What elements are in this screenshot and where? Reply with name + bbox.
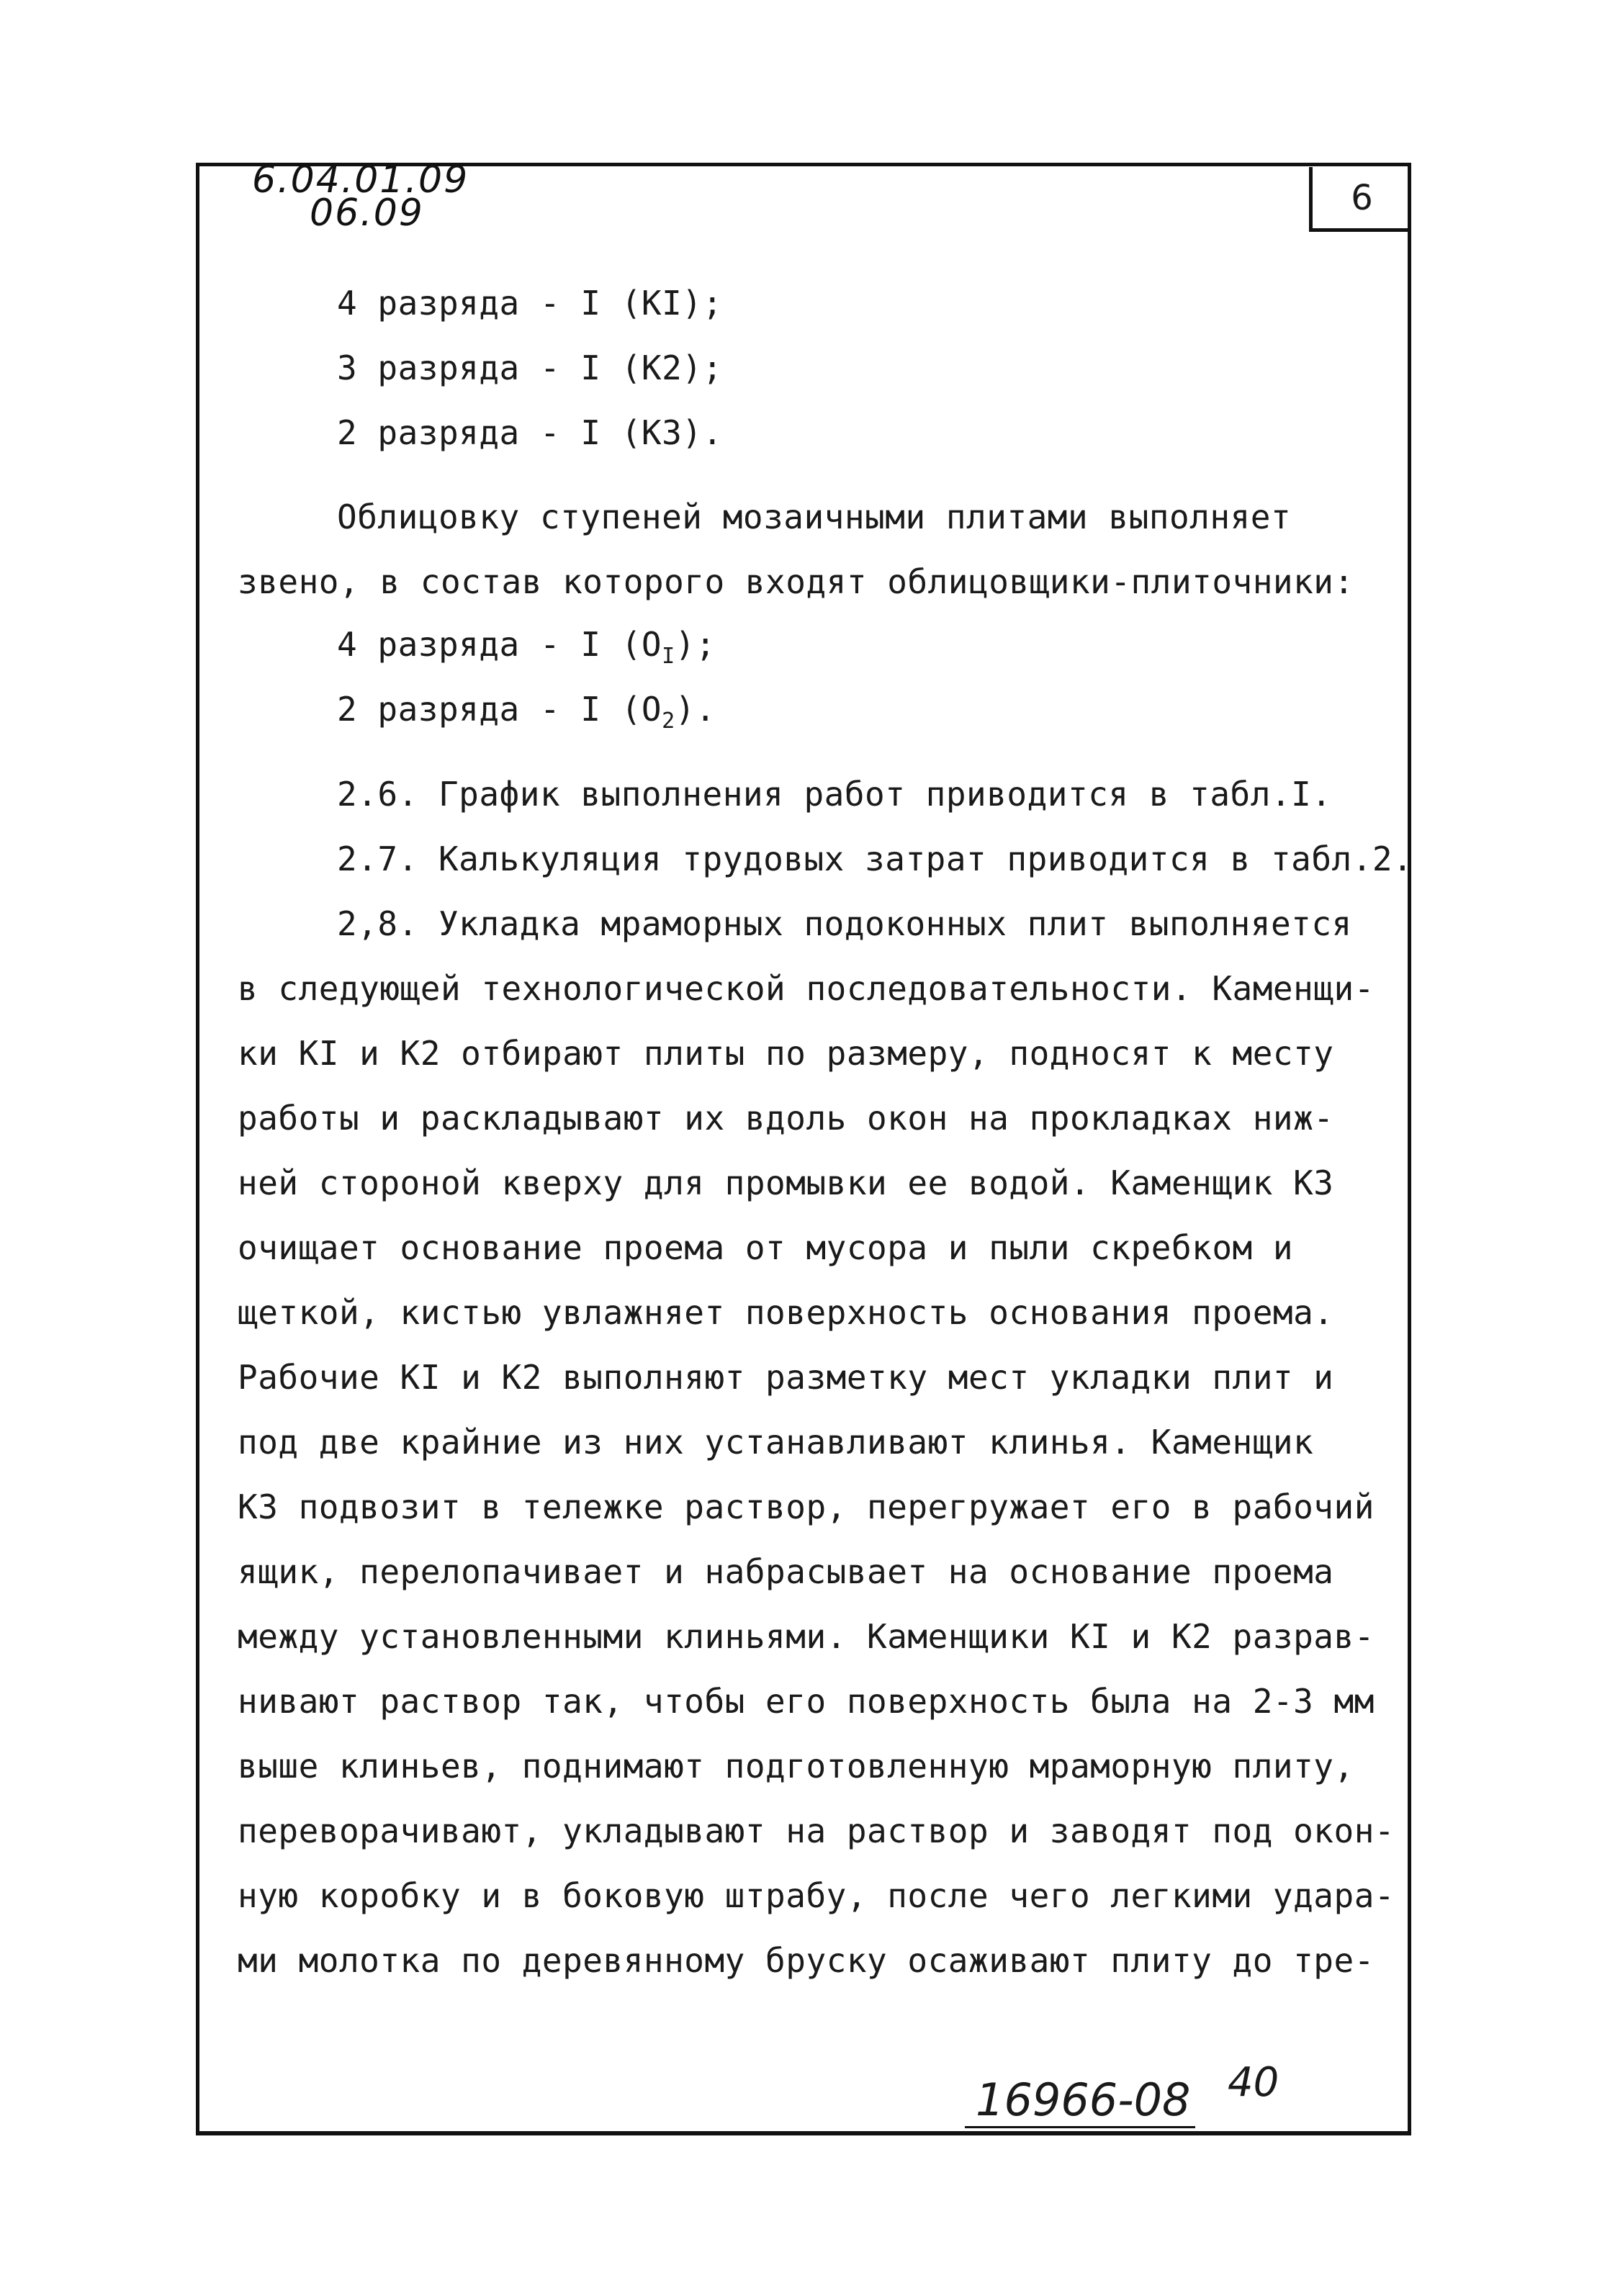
text-line: ми молотка по деревянному бруску осаживают плиту до тре- [238,1941,1375,1980]
text-line-subscript [337,690,716,734]
text-line-subscript [337,625,716,670]
text-line: в следующей технологической последовательности. Каменщи- [238,969,1375,1008]
text-line: звено, в состав которого входят облицовщики-плиточники: [238,562,1354,601]
text-line: Рабочие КI и К2 выполняют разметку мест укладки плит и [238,1358,1334,1397]
text-part: ); [675,625,716,664]
sheet-number: 6 [1309,167,1411,232]
text-line: работы и раскладывают их вдоль окон на прокладках ниж- [238,1099,1334,1138]
text-line: Облицовку ступеней мозаичными плитами выполняет [337,498,1292,536]
text-line: между установленными клиньями. Каменщики КI и К2 разрав- [238,1617,1375,1656]
text-line: переворачивают, укладывают на раствор и заводят под окон- [238,1811,1395,1850]
text-line: ней стороной кверху для промывки ее водой. Каменщик К3 [238,1163,1334,1202]
text-line: 3 разряда - I (К2); [337,348,723,387]
text-part: 2 разряда - I (О [337,690,662,729]
subscript: I [662,644,675,670]
footer-underline [965,2126,1195,2128]
text-line: нивают раствор так, чтобы его поверхность была на 2-3 мм [238,1682,1375,1721]
doc-code-line2: 06.09 [310,192,424,235]
doc-code-line1: 6.04.01.09 [252,158,469,202]
text-line: под две крайние из них устанавливают клинья. Каменщик [238,1423,1314,1462]
subscript: 2 [662,708,675,734]
text-line: 2.6. График выполнения работ приводится в табл.I. [337,775,1332,814]
text-line: ящик, перелопачивает и набрасывает на основание проема [238,1552,1334,1591]
text-line: 2 разряда - I (К3). [337,413,723,452]
text-part: ). [675,690,716,729]
text-line: щеткой, кистью увлажняет поверхность основания проема. [238,1293,1334,1332]
text-line: ки КI и К2 отбирают плиты по размеру, подносят к месту [238,1034,1334,1073]
text-line: 2.7. Калькуляция трудовых затрат приводится в табл.2. [337,839,1413,878]
text-line: очищает основание проема от мусора и пыли скребком и [238,1228,1294,1267]
footer-page-number: 40 [1228,2059,1279,2106]
text-line: выше клиньев, поднимают подготовленную мраморную плиту, [238,1747,1354,1786]
text-part: 4 разряда - I (О [337,625,662,664]
text-line: 4 разряда - I (КI); [337,284,723,323]
text-line: 2,8. Укладка мраморных подоконных плит выполняется [337,904,1352,943]
text-line: К3 подвозит в тележке раствор, перегружает его в рабочий [238,1487,1375,1526]
footer-doc-code: 16966-08 [976,2074,1191,2126]
text-line: ную коробку и в боковую штрабу, после чего легкими удара- [238,1876,1395,1915]
